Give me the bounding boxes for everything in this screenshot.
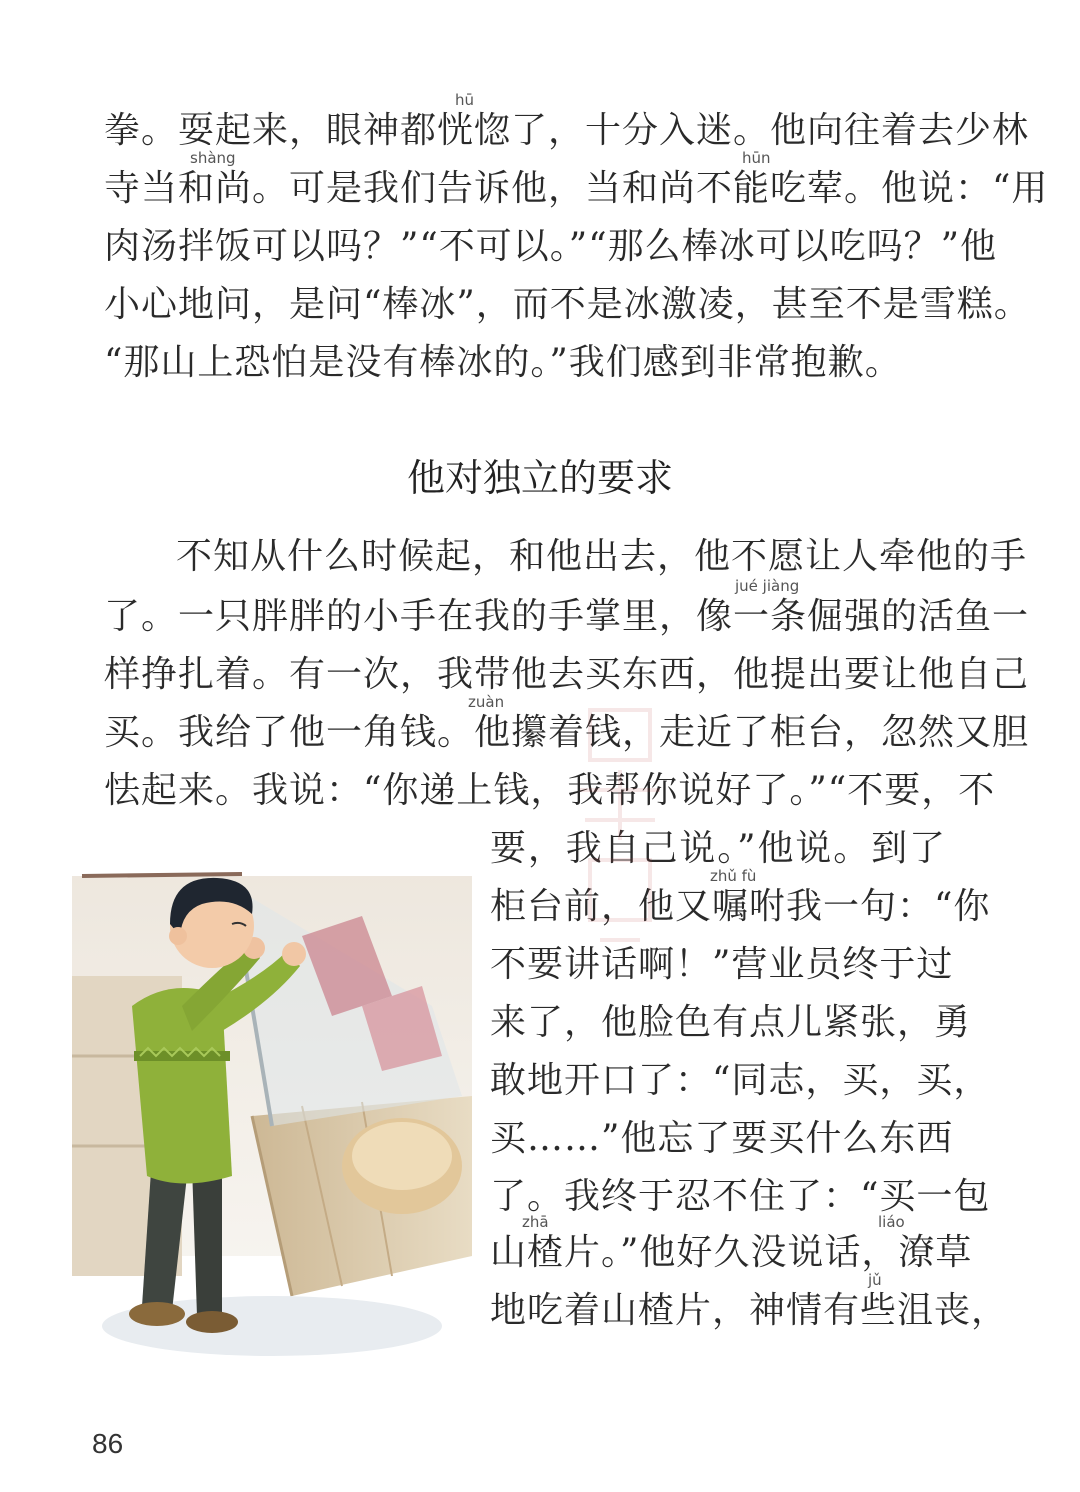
paragraph-line: 山楂片。”他好久没说话，潦草 (490, 1232, 973, 1273)
page-number: 86 (92, 1428, 124, 1459)
pinyin-annotation: zhǔ fù (710, 867, 757, 885)
paragraph-line: 肉汤拌饭可以吗？”“不可以。”“那么棒冰可以吃吗？”他 (104, 226, 998, 267)
paragraph-line: 买……”他忘了要买什么东西 (490, 1118, 954, 1159)
pinyin-annotation: zuàn (468, 693, 505, 711)
section-heading: 他对独立的要求 (406, 456, 673, 500)
paragraph-line: 寺当和尚。可是我们告诉他，当和尚不能吃荤。他说：“用 (104, 168, 1049, 209)
paragraph-line: 不要讲话啊！”营业员终于过 (490, 944, 954, 985)
paragraph-line: 买。我给了他一角钱。他攥着钱，走近了柜台，忽然又胆 (104, 712, 1030, 753)
pinyin-annotation: liáo (878, 1213, 905, 1231)
boy-at-counter-illustration (72, 856, 472, 1376)
pinyin-annotation: zhā (522, 1213, 549, 1231)
pinyin-annotation: hū (455, 91, 475, 109)
paragraph-line: 不知从什么时候起，和他出去，他不愿让人牵他的手 (176, 536, 1028, 577)
pinyin-annotation: jǔ (868, 1271, 882, 1289)
paragraph-line: “那山上恐怕是没有棒冰的。”我们感到非常抱歉。 (104, 342, 902, 383)
paragraph-line: 敢地开口了：“同志，买，买， (490, 1060, 991, 1101)
paragraph-line: 拳。耍起来，眼神都恍惚了，十分入迷。他向往着去少林 (104, 110, 1030, 151)
paragraph-line: 怯起来。我说：“你递上钱，我帮你说好了。”“不要，不 (104, 770, 996, 811)
paragraph-line: 样挣扎着。有一次，我带他去买东西，他提出要让他自己 (104, 654, 1030, 695)
paragraph-line: 了。我终于忍不住了：“买一包 (490, 1176, 991, 1217)
pinyin-annotation: hūn (742, 149, 771, 167)
paragraph-line: 地吃着山楂片，神情有些沮丧， (490, 1290, 1009, 1331)
watermark-mark (560, 700, 680, 960)
paragraph-line: 柜台前，他又嘱咐我一句：“你 (490, 886, 991, 927)
paragraph-line: 小心地问，是问“棒冰”，而不是冰激凌，甚至不是雪糕。 (104, 284, 1031, 325)
pinyin-annotation: jué jiàng (735, 577, 800, 595)
paragraph-line: 来了，他脸色有点儿紧张，勇 (490, 1002, 972, 1043)
pinyin-annotation: shàng (190, 149, 236, 167)
paragraph-line: 了。一只胖胖的小手在我的手掌里，像一条倔强的活鱼一 (104, 596, 1030, 637)
paragraph-line: 要，我自己说。”他说。到了 (490, 828, 946, 869)
